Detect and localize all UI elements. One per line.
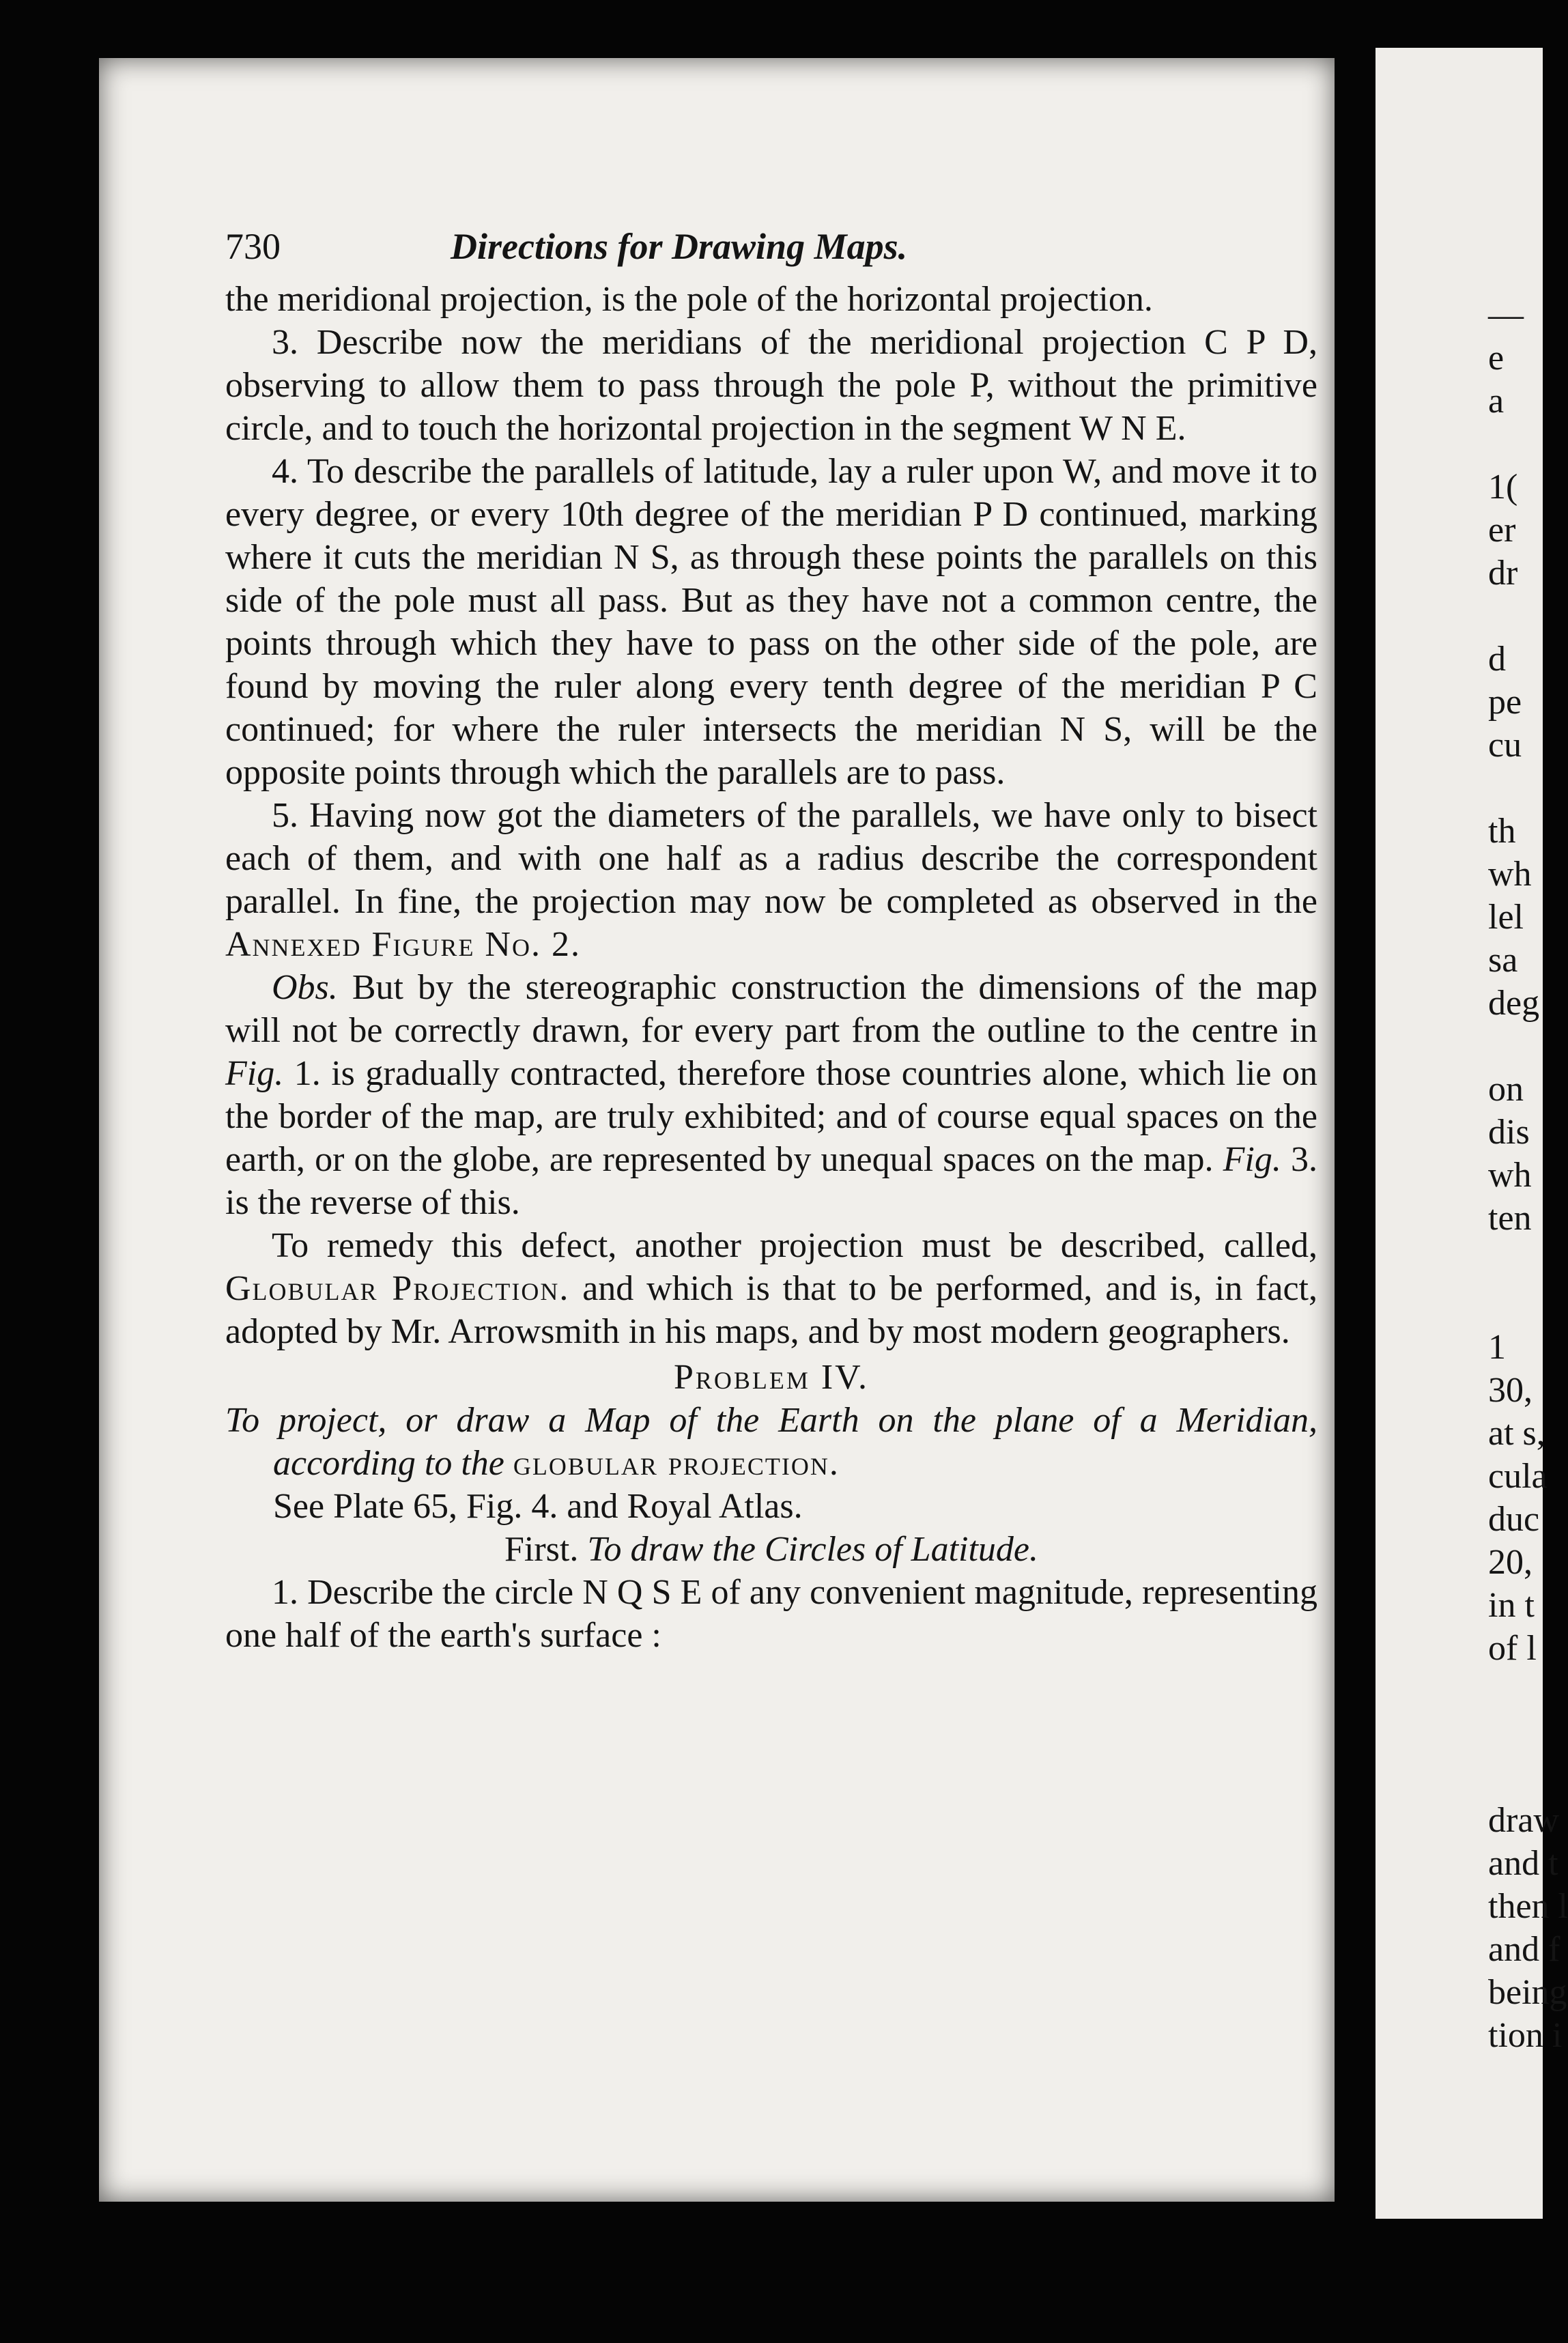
page-text — [225, 225, 1317, 1657]
fig-label-1: Fig. — [225, 1054, 284, 1093]
paragraph-remedy — [225, 1224, 1317, 1353]
problem-title — [225, 1399, 1317, 1485]
obs-text-b: 1. is gradually contracted, therefore those countries alone, which lie on the border of the map, are truly exhibited; and of course equal spaces on the earth, or on the globe, are represented by unequal spaces on the map. — [225, 1054, 1318, 1179]
paragraph-step-5 — [225, 794, 1317, 966]
right-page-fragments: — e a 1( er dr d pe cu th wh lel sa deg on dis wh ten 1 30, at s, cula duc 20, in t of l draw and t then l and f being tion i — [1488, 296, 1568, 2055]
book-page-right-edge — [1375, 48, 1568, 2219]
page-header — [225, 225, 1317, 268]
step-5-text: 5. Having now got the diameters of the parallels, we have only to bisect each of them, and with one half as a radius describe the correspondent parallel. In fine, the projection may now be completed as observed in the — [225, 796, 1317, 921]
subheading-first — [225, 1528, 1317, 1571]
first-label: First. — [504, 1530, 579, 1569]
globular-projection-term: Globular Projection. — [225, 1269, 570, 1308]
remedy-text-b: and which is that to be performed, and is, in fact, adopted by Mr. Arrowsmith in his maps, and by most modern geographers. — [225, 1269, 1317, 1351]
problem-heading: Problem IV. — [673, 1358, 870, 1397]
paragraph-step-3: 3. Describe now the meridians of the meridional projection C P D, observing to allow them to pass through the pole P, without the primitive circle, and to touch the horizontal projection in the segment W N E. — [225, 323, 1317, 448]
paragraph-continuation: the meridional projection, is the pole of the horizontal projection. — [225, 280, 1153, 319]
paragraph-observation — [225, 966, 1317, 1224]
obs-label: Obs. — [272, 968, 338, 1007]
paragraph-step-1: 1. Describe the circle N Q S E of any convenient magnitude, representing one half of the earth's surface : — [225, 1573, 1317, 1655]
problem-title-term: globular projection. — [513, 1444, 840, 1483]
running-title: Directions for Drawing Maps. — [451, 226, 908, 267]
remedy-text-a: To remedy this defect, another projection must be described, called, — [272, 1226, 1317, 1265]
page-number: 730 — [225, 226, 281, 267]
obs-text-c: 3. is the reverse of this. — [225, 1140, 1318, 1222]
first-title: To draw the Circles of Latitude. — [587, 1530, 1039, 1569]
obs-text-a: But by the stereographic construction the dimensions of the map will not be correctly drawn, for every part from the outline to the centre in — [225, 968, 1317, 1050]
fig-label-3: Fig. — [1223, 1140, 1281, 1179]
annexed-figure-ref: Annexed Figure No. 2. — [225, 925, 581, 964]
problem-title-text: To project, or draw a Map of the Earth on the plane of a Meridian, according to the — [225, 1401, 1317, 1483]
paragraph-step-4: 4. To describe the parallels of latitude, lay a ruler upon W, and move it to every degree, or every 10th degree of the meridian P D continued, marking where it cuts the meridian N S, as through these points the parallels on this side of the pole must all pass. But as they have not a common centre, the points through which they have to pass on the other side of the pole, are found by moving the ruler along every tenth degree of the meridian P C continued; for where the ruler intersects the meridian N S, will be the opposite points through which the parallels are to pass. — [225, 452, 1317, 792]
plate-reference: See Plate 65, Fig. 4. and Royal Atlas. — [273, 1487, 803, 1526]
book-page-left — [99, 58, 1335, 2202]
